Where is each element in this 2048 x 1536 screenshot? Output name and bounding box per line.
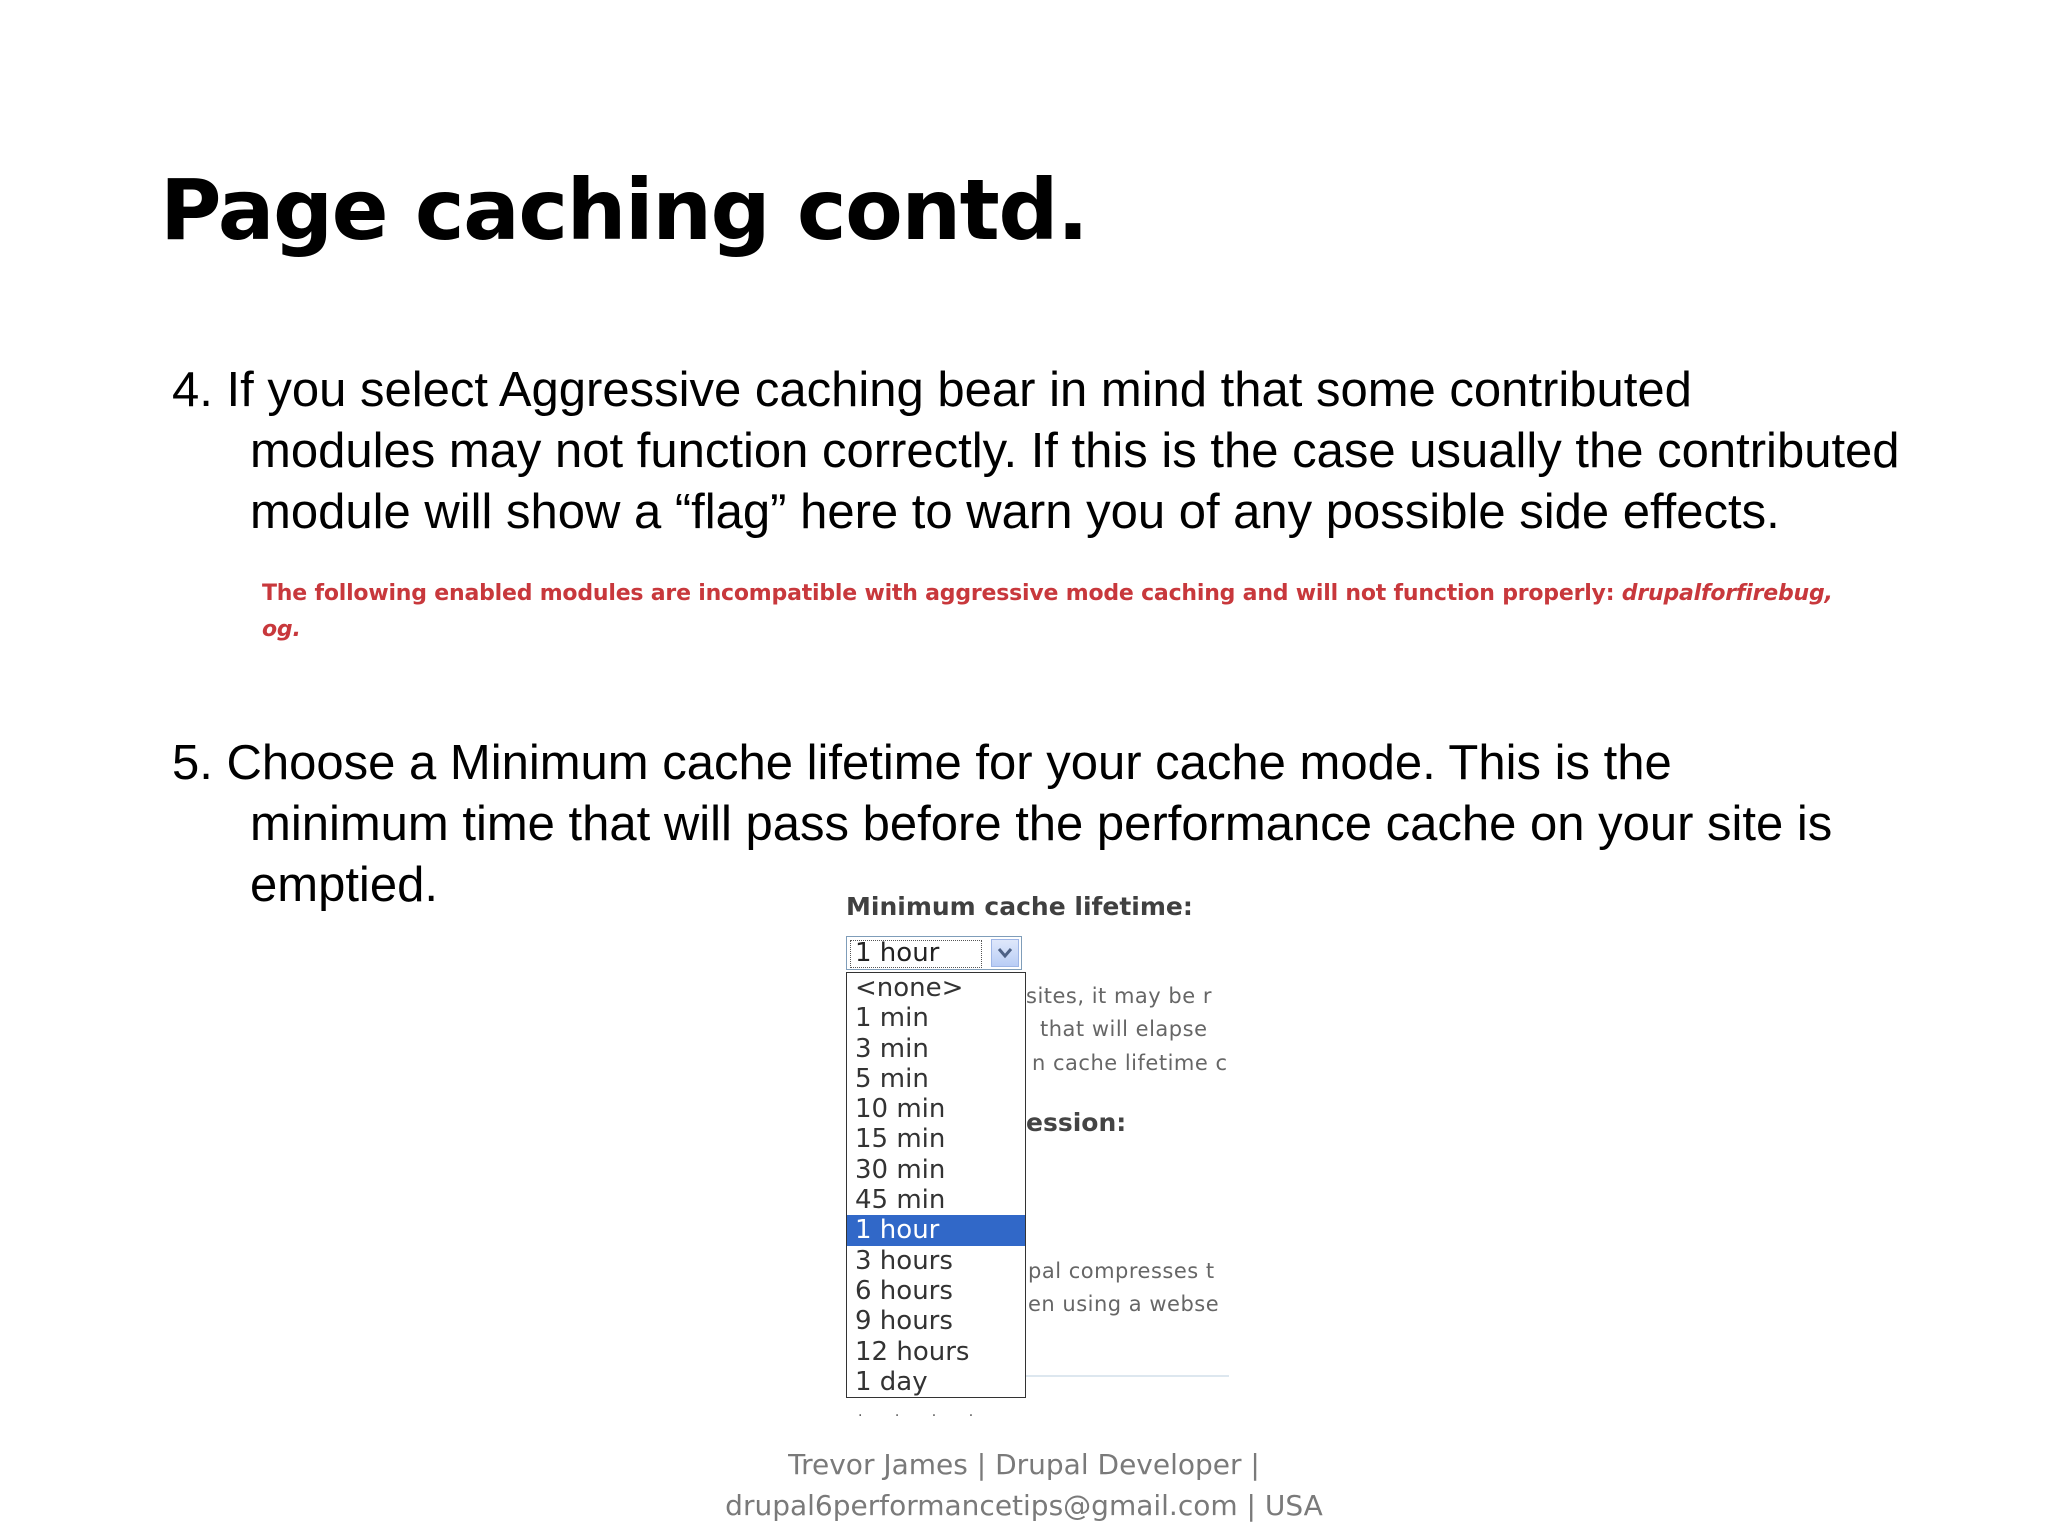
point-4 [172,360,2042,543]
chevron-down-icon [997,947,1013,959]
point-5-number: 5. [172,736,213,790]
incompatible-modules-warning [262,576,1833,648]
divider [1024,1375,1229,1377]
dropdown-option[interactable]: 1 hour [847,1215,1025,1245]
point-5-line-1 [172,733,2042,794]
point-5-line-3: emptied. [250,858,438,912]
cache-lifetime-select[interactable] [846,936,1022,970]
dropdown-option[interactable]: 12 hours [855,1336,970,1367]
warning-module-og: og. [262,617,301,642]
background-text-3: n cache lifetime c [1032,1051,1228,1075]
dropdown-option[interactable]: 6 hours [855,1275,953,1306]
warning-module-list: drupalforfirebug, [1621,581,1833,606]
point-4-line-3: module will show a “flag” here to warn you of any possible side effects. [250,485,1780,539]
background-text-2: that will elapse [1040,1017,1208,1041]
point-5-text-1: Choose a Minimum cache lifetime for your cache mode. This is the [226,736,1672,790]
dropdown-option[interactable]: 3 hours [855,1245,953,1276]
point-4-line-1 [172,360,2042,421]
dropdown-option[interactable]: 15 min [855,1124,946,1155]
footer-author: Trevor James | Drupal Developer | [788,1448,1260,1481]
warning-message: The following enabled modules are incompatible with aggressive mode caching and will not function properly: [262,581,1615,606]
dropdown-option[interactable]: 1 day [855,1366,928,1397]
dropdown-option[interactable]: 1 min [855,1003,929,1034]
background-text-4: pal compresses t [1028,1259,1215,1283]
cache-lifetime-label: Minimum cache lifetime: [846,892,1193,921]
point-4-number: 4. [172,363,213,417]
dropdown-option[interactable]: <none> [855,973,964,1003]
cache-lifetime-screenshot [844,886,1234,1416]
dropdown-option[interactable]: 45 min [855,1185,946,1216]
cache-lifetime-selected-value: 1 hour [855,938,940,968]
background-text-5: en using a webse [1028,1292,1220,1316]
cache-lifetime-options-list[interactable] [846,972,1026,1398]
point-5-line-2: minimum time that will pass before the performance cache on your site is [250,797,1833,851]
point-4-text-1: If you select Aggressive caching bear in mind that some contributed [226,363,1692,417]
warning-line-1 [262,576,1833,612]
warning-line-2 [262,612,1822,648]
clipped-text-dots: · · · · [858,1408,988,1416]
dropdown-option[interactable]: 3 min [855,1033,929,1064]
dropdown-option[interactable]: 5 min [855,1063,929,1094]
slide-title: Page caching contd. [160,161,1088,259]
dropdown-option[interactable]: 9 hours [855,1306,953,1337]
footer-contact: drupal6performancetips@gmail.com | USA [725,1489,1323,1522]
dropdown-option[interactable]: 10 min [855,1094,946,1125]
dropdown-option[interactable]: 30 min [855,1154,946,1185]
background-heading: ession: [1026,1108,1127,1137]
point-4-line-2: modules may not function correctly. If this is the case usually the contributed [250,424,1900,478]
dropdown-arrow-button[interactable] [991,939,1019,967]
background-text-1: sites, it may be r [1026,984,1212,1008]
